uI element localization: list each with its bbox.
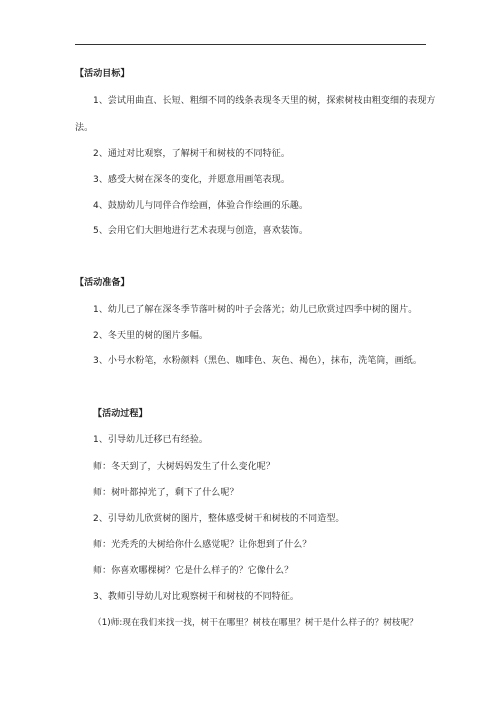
section-heading-process: 【活动过程】 [93,409,148,419]
goal-item: 3、感受大树在深冬的变化，并愿意用画笔表现。 [93,175,290,185]
header-rule [75,44,426,45]
goal-item: 4、鼓励幼儿与同伴合作绘画，体验合作绘画的乐趣。 [93,201,309,211]
preparation-item: 1、幼儿已了解在深冬季节落叶树的叶子会落光；幼儿已欣赏过四季中树的图片。 [93,305,418,315]
goal-item: 5、会用它们大胆地进行艺术表现与创造，喜欢装饰。 [93,226,309,236]
goal-item: 1、尝试用曲直、长短、粗细不同的线条表现冬天里的树，探索树枝由粗变细的表现方 [93,96,436,106]
section-heading-preparation: 【活动准备】 [75,278,130,288]
preparation-item: 2、冬天里的树的图片多幅。 [93,331,209,341]
process-item: 1、引导幼儿迁移已有经验。 [93,435,209,445]
process-item: 师：冬天到了，大树妈妈发生了什么变化呢？ [93,462,276,472]
process-item: 师：你喜欢哪棵树？它是什么样子的？它像什么？ [93,566,294,576]
process-item: 师：树叶都掉光了，剩下了什么呢？ [93,488,239,498]
goal-item-continuation: 法。 [75,123,94,133]
process-item: 3、教师引导幼儿对比观察树干和树枝的不同特征。 [93,592,300,602]
goal-item: 2、通过对比观察，了解树干和树枝的不同特征。 [93,149,290,159]
preparation-item: 3、小号水粉笔，水粉颜料（黑色、咖啡色、灰色、褐色），抹布，洗笔筒，画纸。 [93,356,422,366]
process-item: 2、引导幼儿欣赏树的图片，整体感受树干和树枝的不同造型。 [93,514,345,524]
section-heading-goals: 【活动目标】 [75,69,130,79]
process-item: 师：光秃秃的大树给你什么感觉呢？让你想到了什么？ [93,540,312,550]
process-item: （1)师:现在我们来找一找，树干在哪里？树枝在哪里？树干是什么样子的？树枝呢？ [93,618,418,628]
